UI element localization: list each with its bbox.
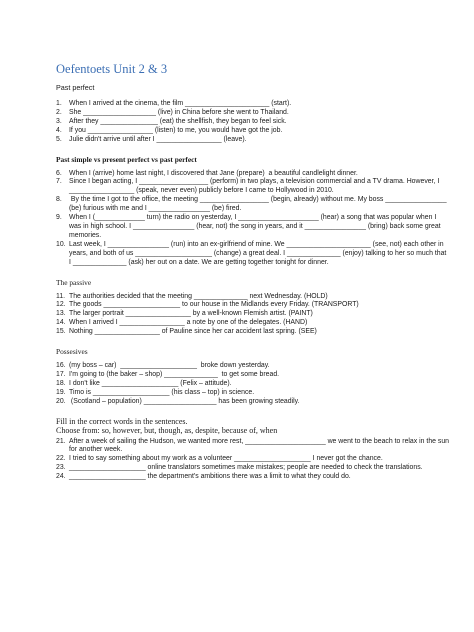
- exercise-text: The larger portrait _________________ by a well-known Flemish artist. (PAINT): [69, 310, 313, 318]
- exercise-number: 7.: [56, 178, 62, 186]
- section-heading-tenses: Past simple vs present perfect vs past perfect: [56, 154, 197, 164]
- exercise-number: 18.: [56, 379, 66, 387]
- fill-in-instructions: [56, 417, 450, 436]
- exercise-number: 4.: [56, 126, 62, 134]
- exercise-item: [56, 127, 450, 136]
- exercise-text: The authorities decided that the meeting ______________ next Wednesday. (HOLD): [69, 292, 328, 300]
- document-title: Oefentoets Unit 2 & 3: [56, 62, 168, 76]
- passive-list: [56, 293, 450, 338]
- exercise-item: [56, 109, 450, 118]
- exercise-text: When I (_____________ turn) the radio on yesterday, I _____________________ (hear) a song that was popular when I was in high school. I ________________ (hear, not) the song in years, and it ________________ (bring) back some great memories.: [69, 214, 443, 239]
- fill-in-list: [56, 438, 450, 483]
- exercise-text: Julie didn't arrive until after I _________________ (leave).: [69, 135, 247, 143]
- exercise-text: After they _______________ (eat) the shellfish, they began to feel sick.: [69, 117, 287, 125]
- exercise-item: [56, 100, 450, 109]
- exercise-item: [56, 362, 450, 371]
- exercise-text: Timo is ____________________ (his class – top) in science.: [69, 388, 255, 396]
- exercise-number: 17.: [56, 370, 66, 378]
- exercise-text: I tried to say something about my work as a volunteer ____________________ I never got the chance.: [69, 455, 383, 463]
- exercise-number: 3.: [56, 117, 62, 125]
- exercise-item: [56, 170, 450, 179]
- exercise-item: [56, 473, 450, 482]
- exercise-number: 2.: [56, 108, 62, 116]
- exercise-number: 1.: [56, 100, 62, 107]
- exercise-number: 20.: [56, 397, 66, 405]
- exercise-item: [56, 464, 450, 473]
- exercise-item: [56, 455, 450, 464]
- fill-in-instruction-line-2: Choose from: so, however, but, though, as, despite, because of, when: [56, 426, 278, 436]
- exercise-item: [56, 136, 450, 145]
- exercise-number: 22.: [56, 455, 66, 463]
- exercise-text: ____________________ online translators sometimes make mistakes; people are needed to check the translations.: [69, 464, 423, 472]
- exercise-number: 16.: [56, 362, 66, 370]
- exercise-item: [56, 118, 450, 127]
- exercise-item: [56, 438, 450, 456]
- exercise-text: Since I began acting, I __________________ (perform) in two plays, a television commercial and a TV drama. However, I _________________ (speak, never even) publicly before I came to Hollywood in 2010.: [69, 178, 442, 195]
- exercise-text: (Scotland – population) ___________________ has been growing steadily.: [69, 397, 300, 405]
- exercise-text: When I (arrive) home last night, I discovered that Jane (prepare) a beautiful candlelight dinner.: [69, 169, 358, 177]
- exercise-number: 14.: [56, 319, 66, 327]
- exercise-text: The goods ____________________ to our house in the Midlands every Friday. (TRANSPORT): [69, 301, 359, 309]
- exercise-text: Last week, I ________________ (run) into an ex-girlfriend of mine. We ______________________ (see, not) each other in years, and both of us ____________________ (change) a great deal. I ______________ (enjoy) talking to her so much that I ______________ (ask) her out on a date. We are getting together tonight for dinner.: [69, 240, 449, 266]
- section-heading-past-perfect: Past perfect: [56, 83, 95, 92]
- exercise-item: [56, 328, 450, 337]
- exercise-item: [56, 293, 450, 302]
- exercise-item: [56, 389, 450, 398]
- exercise-number: 6.: [56, 169, 62, 177]
- exercise-number: 13.: [56, 310, 66, 318]
- exercise-number: 9.: [56, 214, 62, 222]
- exercise-number: 12.: [56, 301, 66, 309]
- exercise-number: 15.: [56, 328, 66, 336]
- exercise-item: [56, 371, 450, 380]
- exercise-item: [56, 196, 450, 214]
- exercise-text: When I arrived I _________________ a note by one of the delegates. (HAND): [69, 319, 308, 327]
- exercise-text: ____________________ the department's ambitions there was a limit to what they could do.: [69, 473, 351, 481]
- exercise-text: When I arrived at the cinema, the film ______________________ (start).: [69, 100, 292, 107]
- possessives-list: [56, 362, 450, 407]
- exercise-text: If you _________________ (listen) to me, you would have got the job.: [69, 126, 283, 134]
- exercise-number: 19.: [56, 388, 66, 396]
- exercise-item: [56, 178, 450, 196]
- exercise-number: 11.: [56, 292, 66, 300]
- section-heading-passive: The passive: [56, 277, 92, 287]
- exercise-text: I'm going to (the baker – shop) ______________ to get some bread.: [69, 370, 280, 378]
- exercise-text: She ___________________ (live) in China before she went to Thailand.: [69, 108, 289, 116]
- exercise-number: 8.: [56, 196, 62, 204]
- fill-in-instruction-line-1: Fill in the correct words in the sentences.: [56, 416, 188, 426]
- exercise-text: Nothing _________________ of Pauline since her car accident last spring. (SEE): [69, 328, 317, 336]
- exercise-number: 5.: [56, 135, 62, 143]
- exercise-text: After a week of sailing the Hudson, we wanted more rest, _____________________ we went to the beach to relax in the sun for another week.: [69, 437, 451, 454]
- exercise-number: 10.: [56, 240, 66, 248]
- exercise-number: 24.: [56, 473, 66, 481]
- exercise-item: [56, 241, 450, 268]
- exercise-item: [56, 398, 450, 407]
- tenses-list: [56, 170, 450, 268]
- exercise-text: By the time I got to the office, the meeting __________________ (begin, already) without me. My boss ________________ (be) furious with me and I ________________ (be) fired.: [69, 196, 449, 213]
- exercise-item: [56, 301, 450, 310]
- exercise-number: 21.: [56, 437, 66, 445]
- exercise-text: (my boss – car) ____________________ broke down yesterday.: [69, 362, 270, 370]
- exercise-item: [56, 319, 450, 328]
- exercise-item: [56, 380, 450, 389]
- past-perfect-list: [56, 100, 450, 145]
- exercise-item: [56, 310, 450, 319]
- section-heading-possessives: Possesives: [56, 347, 88, 357]
- exercise-text: I don't like ____________________ (Felix – attitude).: [69, 379, 232, 387]
- exercise-number: 23.: [56, 464, 66, 472]
- exercise-item: [56, 214, 450, 241]
- document-content: [56, 62, 450, 482]
